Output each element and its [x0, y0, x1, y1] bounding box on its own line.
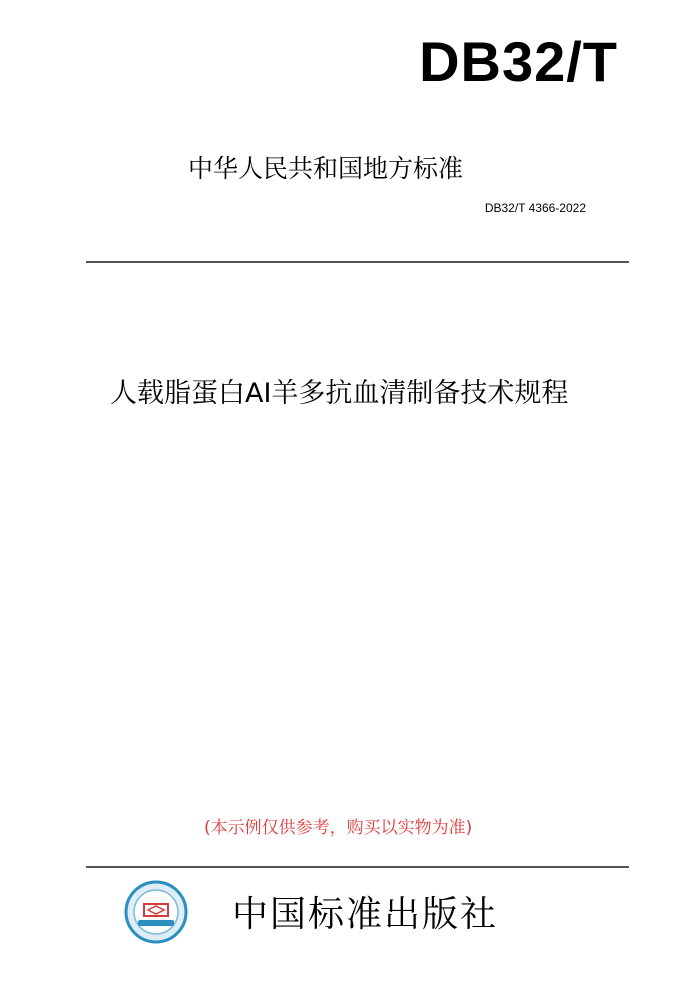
standard-code: DB32/T	[419, 30, 618, 93]
standard-number: DB32/T 4366-2022	[484, 201, 586, 215]
publisher-seal-icon	[124, 880, 188, 944]
sample-notice: (本示例仅供参考，购买以实物为准)	[204, 818, 473, 838]
standard-type: 中华人民共和国地方标准	[188, 154, 464, 183]
publisher-name: 中国标准出版社	[232, 894, 499, 935]
document-title: 人载脂蛋白AI羊多抗血清制备技术规程	[110, 378, 569, 409]
top-divider	[86, 261, 629, 263]
bottom-divider	[86, 866, 629, 868]
